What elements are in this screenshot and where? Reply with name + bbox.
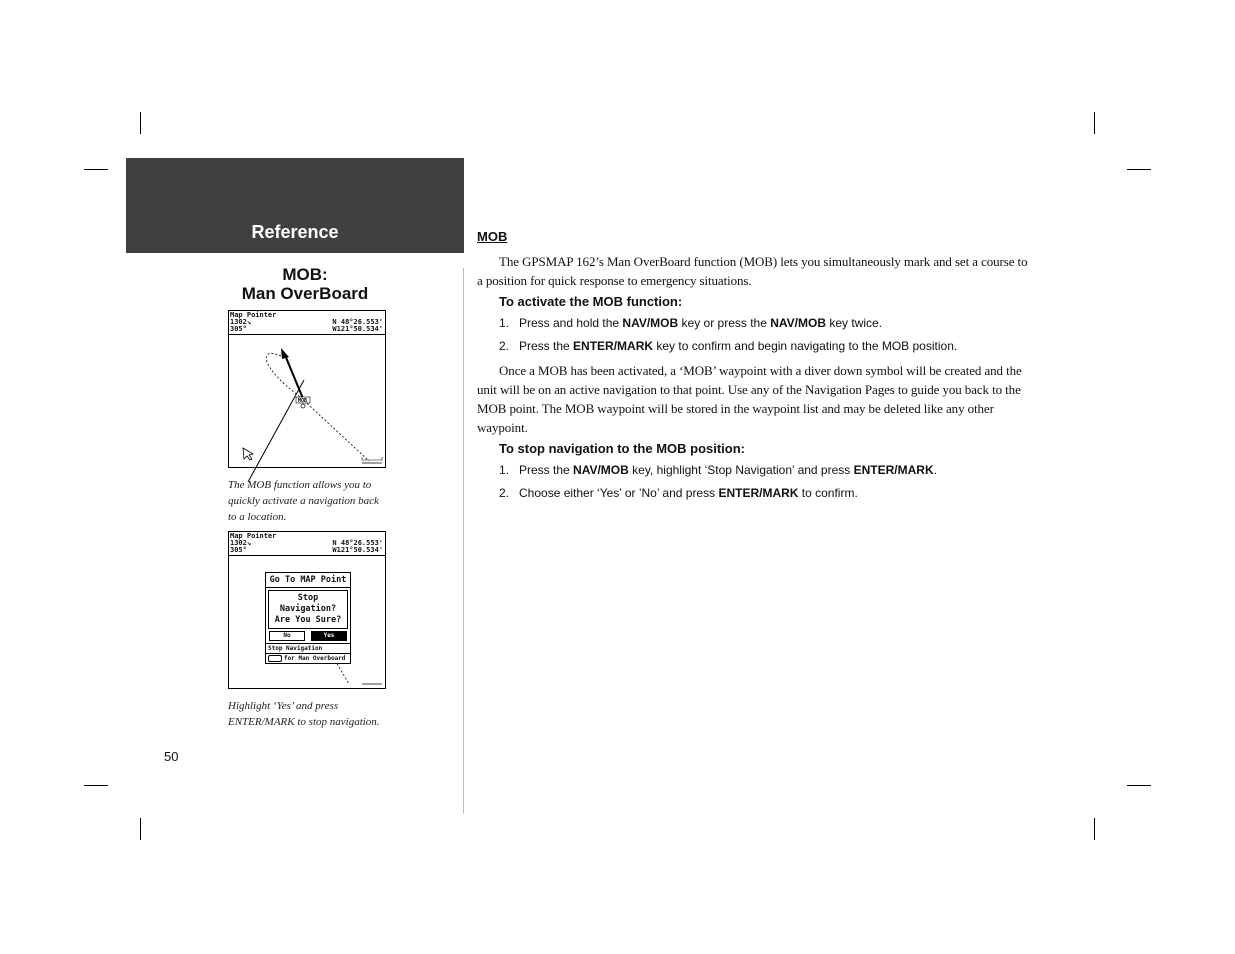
dialog-line1: Stop Navigation? xyxy=(279,593,337,614)
stop-heading: To stop navigation to the MOB position: xyxy=(499,441,746,456)
crop-mark xyxy=(140,112,141,134)
longitude-readout: W121°50.534' xyxy=(332,546,383,554)
mob-waypoint-paragraph: Once a MOB has been activated, a ‘MOB’ waypoint with a diver down symbol will be created and the unit will be on an active navigation to that point. Use any of the Navigation Pages to guide you back to the MOB point. The MOB waypoint will be stored in the waypoint list and may be deleted like any other waypoint. xyxy=(477,363,1022,435)
step-text: key or press the xyxy=(678,316,771,330)
elevation-readout: 1302↘ xyxy=(230,539,252,547)
map-pointer-label: Map Pointer xyxy=(230,311,277,319)
section-title: Reference xyxy=(251,222,339,242)
dialog-title: Go To MAP Point xyxy=(266,573,350,588)
mob-marker-label: MOB xyxy=(298,398,308,404)
latitude-readout: N 48°26.553' xyxy=(332,318,383,326)
step-text: to confirm. xyxy=(798,486,858,500)
key-name: ENTER/MARK xyxy=(853,463,934,477)
step-number: 1. xyxy=(499,316,510,330)
crop-mark xyxy=(84,785,108,786)
mob-hint xyxy=(266,653,350,663)
caption-stop-navigation: Highlight ‘Yes’ and press ENTER/MARK to stop navigation. xyxy=(228,700,380,728)
activate-heading: To activate the MOB function: xyxy=(499,294,683,309)
key-name: NAV/MOB xyxy=(573,463,629,477)
map-pointer-label: Map Pointer xyxy=(230,532,277,540)
step-text: key, highlight ‘Stop Navigation’ and press xyxy=(628,463,854,477)
crop-mark xyxy=(1094,112,1095,134)
elevation-readout: 1302↘ xyxy=(230,318,252,326)
crop-mark xyxy=(1094,818,1095,840)
section-header-bar xyxy=(126,158,464,253)
yes-button[interactable]: Yes xyxy=(311,631,347,641)
step-text: Press the xyxy=(519,463,574,477)
crop-mark xyxy=(84,169,108,170)
key-icon xyxy=(268,655,282,662)
sidebar-title xyxy=(210,265,400,303)
caption-mob-function: The MOB function allows you to quickly activate a navigation back to a location. xyxy=(228,479,379,523)
stop-step-1 xyxy=(499,462,1029,478)
dialog-message xyxy=(268,590,348,629)
key-name: NAV/MOB xyxy=(622,316,679,330)
step-text: Choose either ‘Yes’ or ’No’ and press xyxy=(519,486,719,500)
mob-heading: MOB xyxy=(477,229,508,244)
key-name: ENTER/MARK xyxy=(573,339,654,353)
step-number: 2. xyxy=(499,486,510,500)
crop-mark xyxy=(140,818,141,840)
dialog-buttons xyxy=(269,631,347,641)
step-number: 1. xyxy=(499,463,510,477)
caption-leader-line xyxy=(240,378,320,490)
heading-readout: 305° xyxy=(230,325,247,333)
step-text: key twice. xyxy=(826,316,883,330)
key-name: ENTER/MARK xyxy=(718,486,799,500)
activate-step-1 xyxy=(499,315,1029,331)
sidebar-title-line1: MOB: xyxy=(282,265,328,284)
mob-hint-text: for Man Overboard xyxy=(284,655,346,662)
step-text: . xyxy=(933,463,937,477)
step-text: Press and hold the xyxy=(519,316,623,330)
dialog-line2: Are You Sure? xyxy=(274,615,342,625)
latitude-readout: N 48°26.553' xyxy=(332,539,383,547)
column-divider xyxy=(463,268,464,814)
gps-screen-stop-navigation xyxy=(228,531,386,689)
step-text: key to confirm and begin navigating to the MOB position. xyxy=(653,339,958,353)
no-button[interactable]: No xyxy=(269,631,305,641)
main-content xyxy=(477,229,1029,508)
page-number: 50 xyxy=(164,749,179,764)
longitude-readout: W121°50.534' xyxy=(332,325,383,333)
key-name: NAV/MOB xyxy=(770,316,827,330)
stop-navigation-dialog xyxy=(265,572,351,664)
step-number: 2. xyxy=(499,339,510,353)
stop-step-2 xyxy=(499,485,1029,501)
intro-paragraph: The GPSMAP 162’s Man OverBoard function (MOB) lets you simultaneously mark and set a course to a position for quick response to emergency situations. xyxy=(477,254,1028,288)
sidebar-title-line2: Man OverBoard xyxy=(241,284,369,303)
crop-mark xyxy=(1127,785,1151,786)
underlying-menu-item: Stop Navigation xyxy=(266,643,350,653)
step-text: Press the xyxy=(519,339,574,353)
crop-mark xyxy=(1127,169,1151,170)
activate-step-2 xyxy=(499,338,1029,354)
heading-readout: 305° xyxy=(230,546,247,554)
